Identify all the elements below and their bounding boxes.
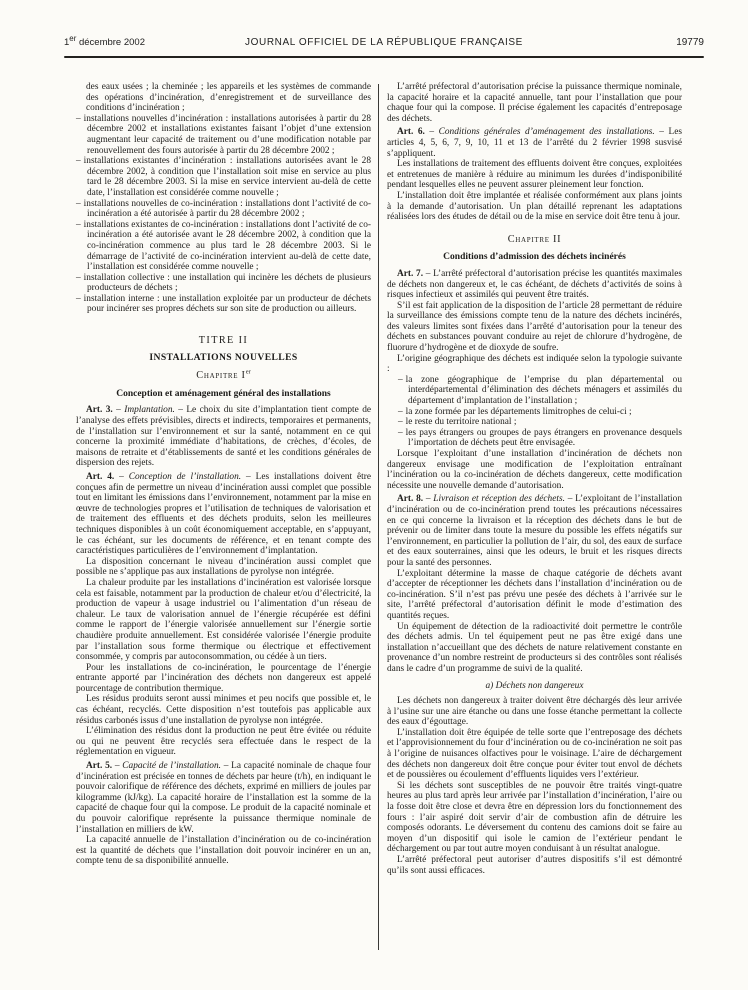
dash-marker: – bbox=[76, 219, 81, 230]
chapter-sup: er bbox=[245, 368, 251, 376]
dash-marker: – bbox=[76, 272, 81, 283]
article-number: Art. 5. bbox=[86, 761, 113, 772]
definition-item-text: installations existantes d’incinération : installations autorisées avant le 28 décembre 2002, à condition que l’installation soit mise en service au plus tard le 28 décembre 2003. Si la mise en service intervient au-delà de cette date, l’installation est considérée comme nouvelle ; bbox=[83, 156, 371, 198]
definition-item-text: installations nouvelles de co-incinération : installations dont l’activité de co-incinération a été autorisée à partir du 28 décembre 2002 ; bbox=[83, 198, 371, 220]
journal-title: JOURNAL OFFICIEL DE LA RÉPUBLIQUE FRANÇAISE bbox=[245, 37, 523, 48]
header-date-rest: décembre 2002 bbox=[76, 37, 145, 48]
body-paragraph: La capacité annuelle de l’installation d’incinération ou de co-incinération est la quantité de déchets que l’installation doit pouvoir incinérer en un an, compte tenu de sa disponibilité annuelle. bbox=[76, 835, 371, 867]
definition-item bbox=[76, 273, 371, 294]
body-paragraph: Un équipement de détection de la radioactivité doit permettre le contrôle des déchets admis. Un tel équipement peut ne pas être exigé dans une installation n’accueillant que des déchets de nature relativement constante en provenance d’un nombre restreint de producteurs si des contrôles sont réalisés dans le cadre d’un programme de suivi de la qualité. bbox=[387, 621, 682, 674]
body-paragraph: Si les déchets sont susceptibles de ne pouvoir être traités vingt-quatre heures au plus tard après leur arrivée par l’installation d’incinération, l’aire ou la fosse doit être close et devra être en dépression lors du fonctionnement des fours : l’air aspiré doit servir d’air de combustion afin de détruire les composés odorants. Le déversement du contenu des camions doit se faire au moyen d’un dispositif qui isole le camion de l’extérieur pendant le déchargement ou par tout autre moyen conduisant à un résultat analogue. bbox=[387, 780, 682, 855]
article-body: Les articles 4, 5, 6, 7, 9, 10, 11 et 13 de l’arrêté du 2 février 1998 susvisé s’appliquent. bbox=[387, 127, 682, 159]
chapter-heading bbox=[76, 368, 371, 382]
definition-item-text: installation interne : une installation exploitée par un producteur de déchets pour incinérer ses propres déchets sur son site de production ou ailleurs. bbox=[83, 293, 371, 315]
list-item-text: les pays étrangers ou groupes de pays étrangers en provenance desquels l’importation de déchets peut être envisagée. bbox=[405, 427, 682, 449]
article-title: Conception de l’installation. bbox=[128, 472, 242, 482]
article-body: L’exploitant de l’installation d’incinération ou de co-incinération prend toutes les précautions nécessaires en ce qui concerne la livraison et la réception des déchets dans le but de prévenir ou de limiter dans toute la mesure du possible les effets négatifs sur l’environnement, en particulier la pollution de l’air, du sol, des eaux de surface et des eaux souterraines, ainsi que les odeurs, le bruit et les risques directs pour la santé des personnes. bbox=[387, 494, 682, 568]
separator: – bbox=[424, 127, 439, 138]
article-paragraph-art3 bbox=[76, 405, 371, 469]
body-paragraph: La chaleur produite par les installations d’incinération est valorisée lorsque cela est faisable, notamment par la production de chaleur et/ou d’électricité, la production de vapeur à usage industriel ou l’alimentation d’un réseau de chaleur. Le taux de valorisation annuel de l’énergie récupérée est défini comme le rapport de l’énergie valorisée annuellement sur l’énergie sortie chaudière produite annuellement. Est considérée valorisée l’énergie produite par l’installation sous forme thermique ou électrique et effectivement consommée, y compris par autoconsommation, ou cédée à un tiers. bbox=[76, 577, 371, 663]
article-paragraph-art5 bbox=[76, 761, 371, 835]
separator: – bbox=[241, 472, 256, 482]
definition-item-text: installations nouvelles d’incinération : installations autorisées à partir du 28 décembre 2002 et installations existantes faisant l’objet d’une extension augmentant leur capacité de traitement ou d’une modification notable par renouvellement des fours autorisée à partir du 28 décembre 2002 ; bbox=[83, 113, 371, 156]
definition-item bbox=[76, 294, 371, 315]
separator: – bbox=[112, 405, 125, 416]
definition-item bbox=[76, 199, 371, 220]
definition-item bbox=[76, 156, 371, 198]
subsection-heading: a) Déchets non dangereux bbox=[485, 681, 584, 692]
dash-marker: – bbox=[398, 406, 403, 417]
column-left bbox=[76, 82, 371, 876]
list-item-text: le reste du territoire national ; bbox=[405, 417, 517, 428]
dash-marker: – bbox=[398, 374, 403, 385]
dash-marker: – bbox=[76, 113, 81, 124]
separator: – bbox=[654, 127, 669, 138]
separator: – bbox=[423, 268, 434, 279]
body-paragraph: Pour les installations de co-incinération, le pourcentage de l’énergie entrante apporté par l’incinération des déchets non dangereux est appelé pourcentage de contribution thermique. bbox=[76, 662, 371, 694]
article-paragraph-art7 bbox=[387, 269, 682, 301]
article-body: Les installations doivent être conçues afin de permettre un niveau d’incinération aussi complet que possible tout en limitant les émissions dans l’environnement, notamment par la mise en œuvre de technologies propres et l’utilisation de techniques de valorisation et de traitement des effluents et des déchets produits, selon les meilleures techniques disponibles à un coût économiquement acceptable, en s’appuyant, le cas échéant, sur les documents de référence, et en tenant compte des caractéristiques particulières de l’environnement d’implantation. bbox=[76, 472, 372, 557]
body-paragraph: Les résidus produits seront aussi minimes et peu nocifs que possible et, le cas échéant, recyclés. Cette disposition n’est toutefois pas applicable aux résidus carbonés issus d’une installation de pyrolyse non intégrée. bbox=[76, 694, 371, 726]
column-right bbox=[387, 82, 682, 876]
article-paragraph-art8 bbox=[387, 494, 682, 568]
section-heading: INSTALLATIONS NOUVELLES bbox=[149, 351, 298, 363]
body-paragraph: Les déchets non dangereux à traiter doivent être déchargés dès leur arrivée à l’usine sur une aire étanche ou dans une fosse étanche permettant la collecte des eaux d’égouttage. bbox=[387, 696, 682, 728]
header-date-num: 1 bbox=[64, 37, 70, 48]
body-paragraph: S’il est fait application de la disposition de l’article 28 permettant de réduire la surveillance des émissions compte tenu de la nature des déchets incinérés, des valeurs limites sont fixées dans l’arrêté d’autorisation pour la teneur des déchets en substances pouvant conduire au rejet de chlorure d’hydrogène, de fluorure d’hydrogène et de dioxyde de soufre. bbox=[387, 300, 682, 354]
article-paragraph-art6 bbox=[387, 127, 682, 159]
dash-marker: – bbox=[76, 156, 81, 167]
continuation-paragraph: des eaux usées ; la cheminée ; les appareils et les systèmes de commande des opérations d’incinération, d’enregistrement et de surveillance des conditions d’incinération ; bbox=[86, 82, 371, 114]
list-item bbox=[387, 428, 682, 449]
page-number: 19779 bbox=[676, 37, 704, 48]
body-paragraph: Les installations de traitement des effluents doivent être conçues, exploitées et entretenues de manière à réduire au minimum les durées d’indisponibilité pendant lesquelles elles ne peuvent assurer pleinement leur fonction. bbox=[387, 159, 682, 191]
header-rule bbox=[64, 56, 704, 58]
list-item-text: la zone géographique de l’emprise du plan départemental ou interdépartemental d’élimination des déchets ménagers et assimilés du département d’implantation de l’installation ; bbox=[405, 374, 682, 407]
separator: – bbox=[220, 761, 232, 772]
dash-marker: – bbox=[76, 198, 81, 209]
article-body: L’arrêté préfectoral d’autorisation précise les quantités maximales de déchets non dangereux et, le cas échéant, de déchets d’activités de soins à risques infectieux et assimilés qui peuvent être traités. bbox=[387, 268, 683, 301]
body-paragraph: L’installation doit être équipée de telle sorte que l’entreposage des déchets et l’approvisionnement du four d’incinération ou de co-incinération ne soit pas à l’origine de nuisances olfactives pour le voisinage. L’aire de déchargement des déchets non dangereux doit être conçue pour éviter tout envol de déchets et de poussières ou écoulement d’effluents liquides vers l’extérieur. bbox=[387, 727, 682, 781]
article-title: Livraison et réception des déchets. bbox=[433, 494, 565, 505]
chapter-label: Chapitre I bbox=[196, 370, 246, 382]
article-title: Capacité de l’installation. bbox=[122, 761, 221, 772]
dash-marker: – bbox=[398, 427, 403, 438]
definition-item bbox=[76, 114, 371, 156]
header-date bbox=[64, 33, 214, 48]
article-title: Conditions générales d’aménagement des installations. bbox=[438, 127, 655, 138]
definition-item-text: installation collective : une installation qui incinère les déchets de plusieurs producteurs de déchets ; bbox=[83, 272, 371, 294]
article-title: Implantation. bbox=[124, 405, 175, 416]
body-paragraph: La disposition concernant le niveau d’incinération aussi complet que possible ne s’applique pas aux installations de pyrolyse non intégrée. bbox=[76, 556, 371, 578]
article-number: Art. 6. bbox=[397, 127, 425, 138]
list-item bbox=[387, 417, 682, 428]
separator: – bbox=[423, 494, 434, 505]
article-body: Le choix du site d’implantation tient compte de l’analyse des effets prévisibles, directs et indirects, temporaires et permanents, de l’installation sur l’environnement et sur la santé, notamment en ce qui concerne la proximité immédiate d’habitations, de crèches, d’écoles, de maisons de retraite et d’établissements de santé et les conditions générales de dispersion des rejets. bbox=[76, 405, 372, 469]
body-paragraph: L’arrêté préfectoral peut autoriser d’autres dispositifs s’il est démontré qu’ils sont aussi efficaces. bbox=[387, 854, 682, 876]
body-paragraph: L’origine géographique des déchets est indiquée selon la typologie suivante : bbox=[387, 353, 682, 375]
body-paragraph: Lorsque l’exploitant d’une installation d’incinération de déchets non dangereux envisage une modification de l’exploitation entraînant l’incinération ou la co-incinération de déchets dangereux, cette modification nécessite une nouvelle demande d’autorisation. bbox=[387, 449, 682, 491]
dash-marker: – bbox=[76, 293, 81, 304]
definition-item-text: installations existantes de co-incinération : installations dont l’activité de co-incinération a été autorisée avant le 28 décembre 2002, à condition que la co-incinération commence au plus tard le 28 décembre 2003. Si le démarrage de l’activité de co-incinération intervient au-delà de cette date, l’installation est considérée comme nouvelle ; bbox=[83, 219, 371, 273]
article-body: La capacité nominale de chaque four d’incinération est précisée en tonnes de déchets par heure (t/h), en indiquant le pouvoir calorifique de référence des déchets, exprimé en milliers de joules par kilogramme (kJ/kg). La capacité horaire de l’installation est la somme de la capacité de chaque four qui la compose. Le produit de la capacité nominale et du pouvoir calorifique représente la puissance thermique nominale de l’installation en milliers de kW. bbox=[76, 761, 372, 835]
separator: – bbox=[114, 472, 129, 482]
body-paragraph: L’exploitant détermine la masse de chaque catégorie de déchets avant d’accepter de réceptionner les déchets dans l’installation d’incinération ou de co-incinération. S’il n’est pas prévu une pesée des déchets à l’arrivée sur le site, l’arrêté préfectoral d’autorisation définit le mode d’estimation des quantités reçues. bbox=[387, 568, 682, 621]
header-date-sup: er bbox=[69, 33, 77, 43]
separator: – bbox=[174, 405, 187, 416]
titre-heading: TITRE II bbox=[198, 335, 249, 347]
body-paragraph: L’élimination des résidus dont la production ne peut être évitée ou réduite ou qui ne peuvent être recyclés sera effectuée dans le respect de la réglementation en vigueur. bbox=[76, 726, 371, 758]
list-item-text: la zone formée par les départements limitrophes de celui-ci ; bbox=[405, 406, 632, 417]
page-header bbox=[64, 33, 704, 48]
article-paragraph-art4 bbox=[76, 472, 371, 557]
definition-item bbox=[76, 220, 371, 273]
columns bbox=[76, 82, 682, 876]
list-item bbox=[387, 407, 682, 418]
chapter-heading bbox=[387, 235, 682, 246]
separator: – bbox=[112, 761, 123, 772]
article-number: Art. 8. bbox=[397, 494, 424, 505]
list-item bbox=[387, 375, 682, 407]
body-paragraph: L’installation doit être implantée et réalisée conformément aux plans joints à la demande d’autorisation. Un plan détaillé reprenant les adaptations réalisées lors des études de détail ou de la mise en service doit être tenu à jour. bbox=[387, 190, 682, 223]
separator: – bbox=[564, 494, 576, 505]
article-number: Art. 4. bbox=[86, 472, 115, 482]
chapter-label: Chapitre II bbox=[507, 233, 562, 245]
article-number: Art. 7. bbox=[397, 268, 424, 279]
dash-marker: – bbox=[398, 417, 403, 428]
body-paragraph: L’arrêté préfectoral d’autorisation précise la puissance thermique nominale, la capacité horaire et la capacité annuelle, tant pour l’installation que pour chaque four qui la compose. Il précise également les capacités d’entreposage des déchets. bbox=[387, 82, 682, 124]
chapter-title: Conception et aménagement général des installations bbox=[116, 388, 331, 399]
chapter-title: Conditions d’admission des déchets incinérés bbox=[443, 252, 626, 263]
article-number: Art. 3. bbox=[86, 405, 113, 416]
